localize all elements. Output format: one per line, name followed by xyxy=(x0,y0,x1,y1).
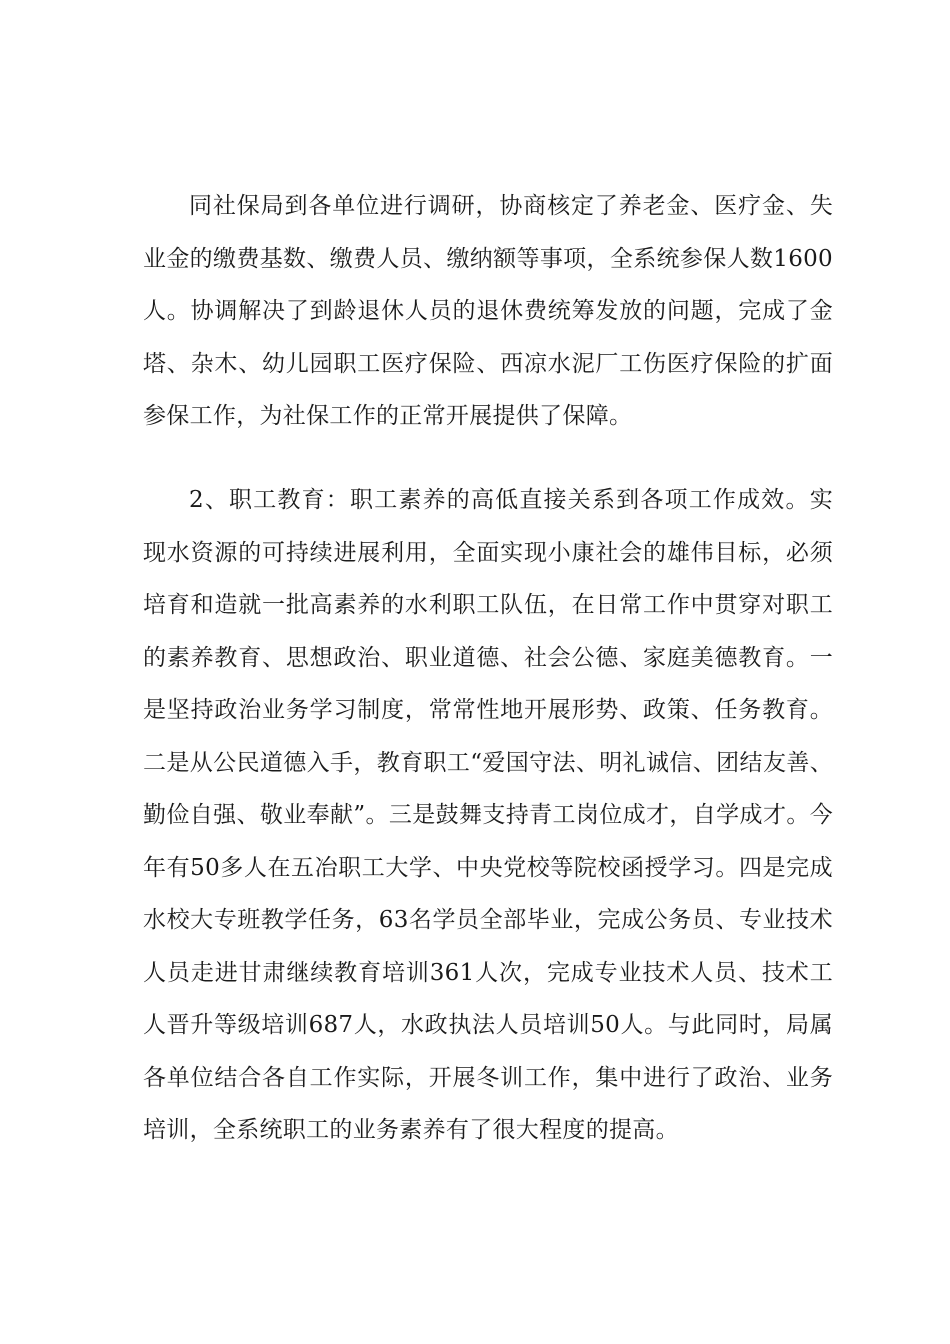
paragraph-social-insurance: 同社保局到各单位进行调研，协商核定了养老金、医疗金、失业金的缴费基数、缴费人员、缴纳额等事项，全系统参保人数1600人。协调解决了到龄退休人员的退休费统筹发放的问题，完成了金塔、杂木、幼儿园职工医疗保险、西凉水泥厂工伤医疗保险的扩面参保工作，为社保工作的正常开展提供了保障。 xyxy=(143,193,833,429)
paragraph-staff-education: 2、职工教育：职工素养的高低直接关系到各项工作成效。实现水资源的可持续进展利用，全面实现小康社会的雄伟目标，必须培育和造就一批高素养的水利职工队伍，在日常工作中贯穿对职工的素养教育、思想政治、职业道德、社会公德、家庭美德教育。一是坚持政治业务学习制度，常常性地开展形势、政策、任务教育。二是从公民道德入手，教育职工“爱国守法、明礼诚信、团结友善、勤俭自强、敬业奉献”。三是鼓舞支持青工岗位成才，自学成才。今年有50多人在五冶职工大学、中央党校等院校函授学习。四是完成水校大专班教学任务，63名学员全部毕业，完成公务员、专业技术人员走进甘肃继续教育培训361人次，完成专业技术人员、技术工人晋升等级培训687人，水政执法人员培训50人。与此同时，局属各单位结合各自工作实际，开展冬训工作，集中进行了政治、业务培训，全系统职工的业务素养有了很大程度的提高。 xyxy=(143,487,833,1143)
